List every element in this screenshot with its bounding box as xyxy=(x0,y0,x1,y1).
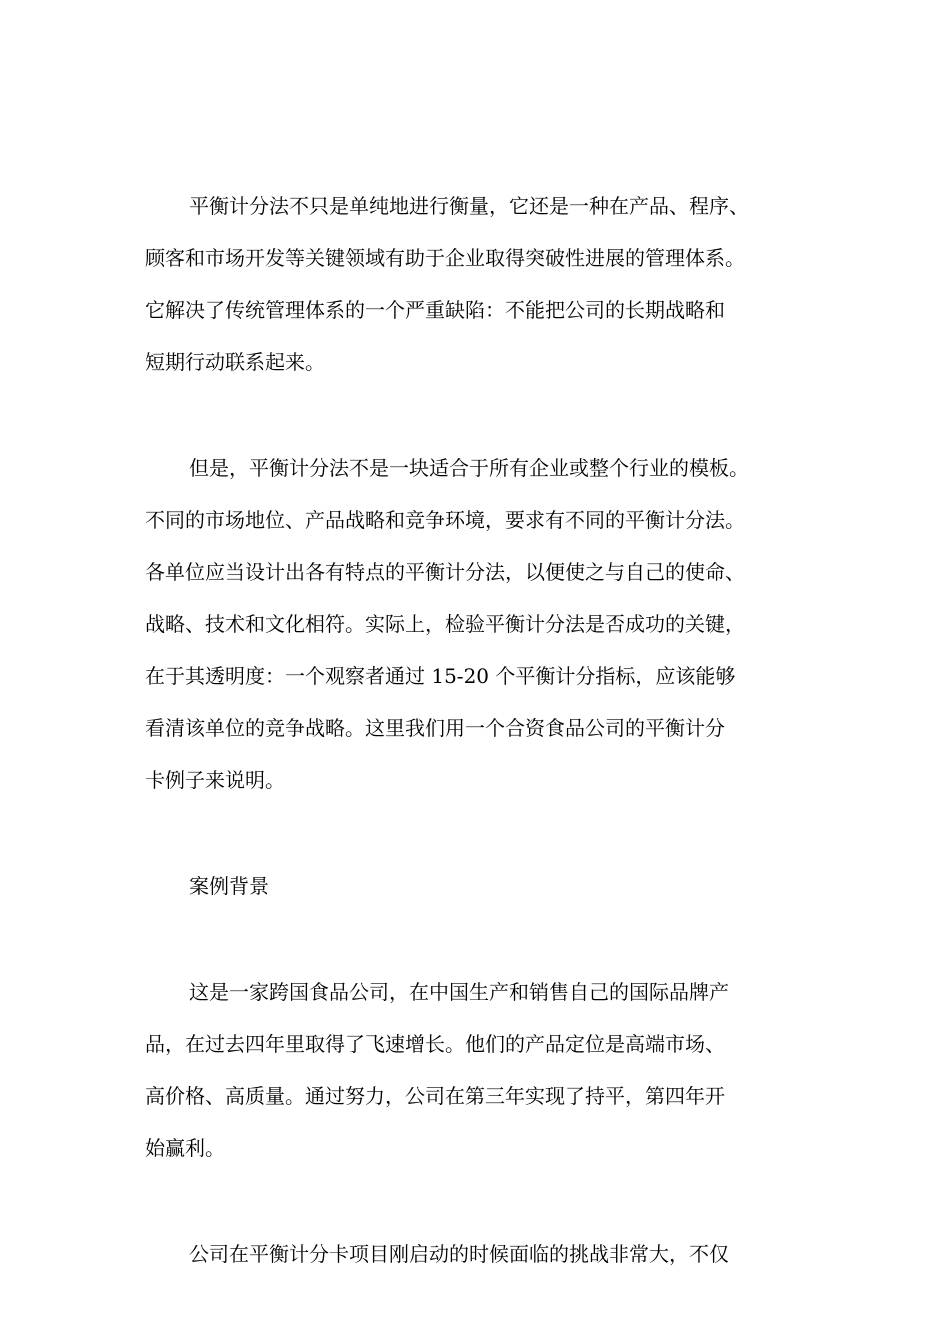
text-line: 不同的市场地位、产品战略和竞争环境，要求有不同的平衡计分法。 xyxy=(145,508,745,532)
text-line: 短期行动联系起来。 xyxy=(145,350,325,374)
paragraph-company-background xyxy=(145,966,825,1174)
text-line: 始赢利。 xyxy=(145,1136,225,1160)
text-line: 卡例子来说明。 xyxy=(145,768,285,792)
document-body xyxy=(145,180,825,1334)
text-line: 看清该单位的竞争战略。这里我们用一个合资食品公司的平衡计分 xyxy=(145,716,725,740)
text-line: 顾客和市场开发等关键领域有助于企业取得突破性进展的管理体系。 xyxy=(145,246,745,270)
paragraph-balanced-scorecard-intro xyxy=(145,180,825,388)
paragraph-not-universal-template xyxy=(145,442,825,806)
text-line: 在于其透明度：一个观察者通过 15-20 个平衡计分指标，应该能够 xyxy=(145,664,736,688)
text-line: 它解决了传统管理体系的一个严重缺陷：不能把公司的长期战略和 xyxy=(145,298,725,322)
text-line: 平衡计分法不只是单纯地进行衡量，它还是一种在产品、程序、 xyxy=(189,194,749,218)
section-heading-case-background xyxy=(145,860,825,912)
text-line: 高价格、高质量。通过努力，公司在第三年实现了持平，第四年开 xyxy=(145,1084,725,1108)
text-line: 但是，平衡计分法不是一块适合于所有企业或整个行业的模板。 xyxy=(189,456,749,480)
text-line: 案例背景 xyxy=(189,874,269,898)
text-line: 公司在平衡计分卡项目刚启动的时候面临的挑战非常大，不仅 xyxy=(189,1242,729,1266)
text-line: 这是一家跨国食品公司，在中国生产和销售自己的国际品牌产 xyxy=(189,980,729,1004)
text-line: 各单位应当设计出各有特点的平衡计分法，以便使之与自己的使命、 xyxy=(145,560,745,584)
paragraph-project-challenges xyxy=(145,1228,825,1280)
text-line: 战略、技术和文化相符。实际上，检验平衡计分法是否成功的关键， xyxy=(145,612,745,636)
text-line: 品，在过去四年里取得了飞速增长。他们的产品定位是高端市场、 xyxy=(145,1032,725,1056)
